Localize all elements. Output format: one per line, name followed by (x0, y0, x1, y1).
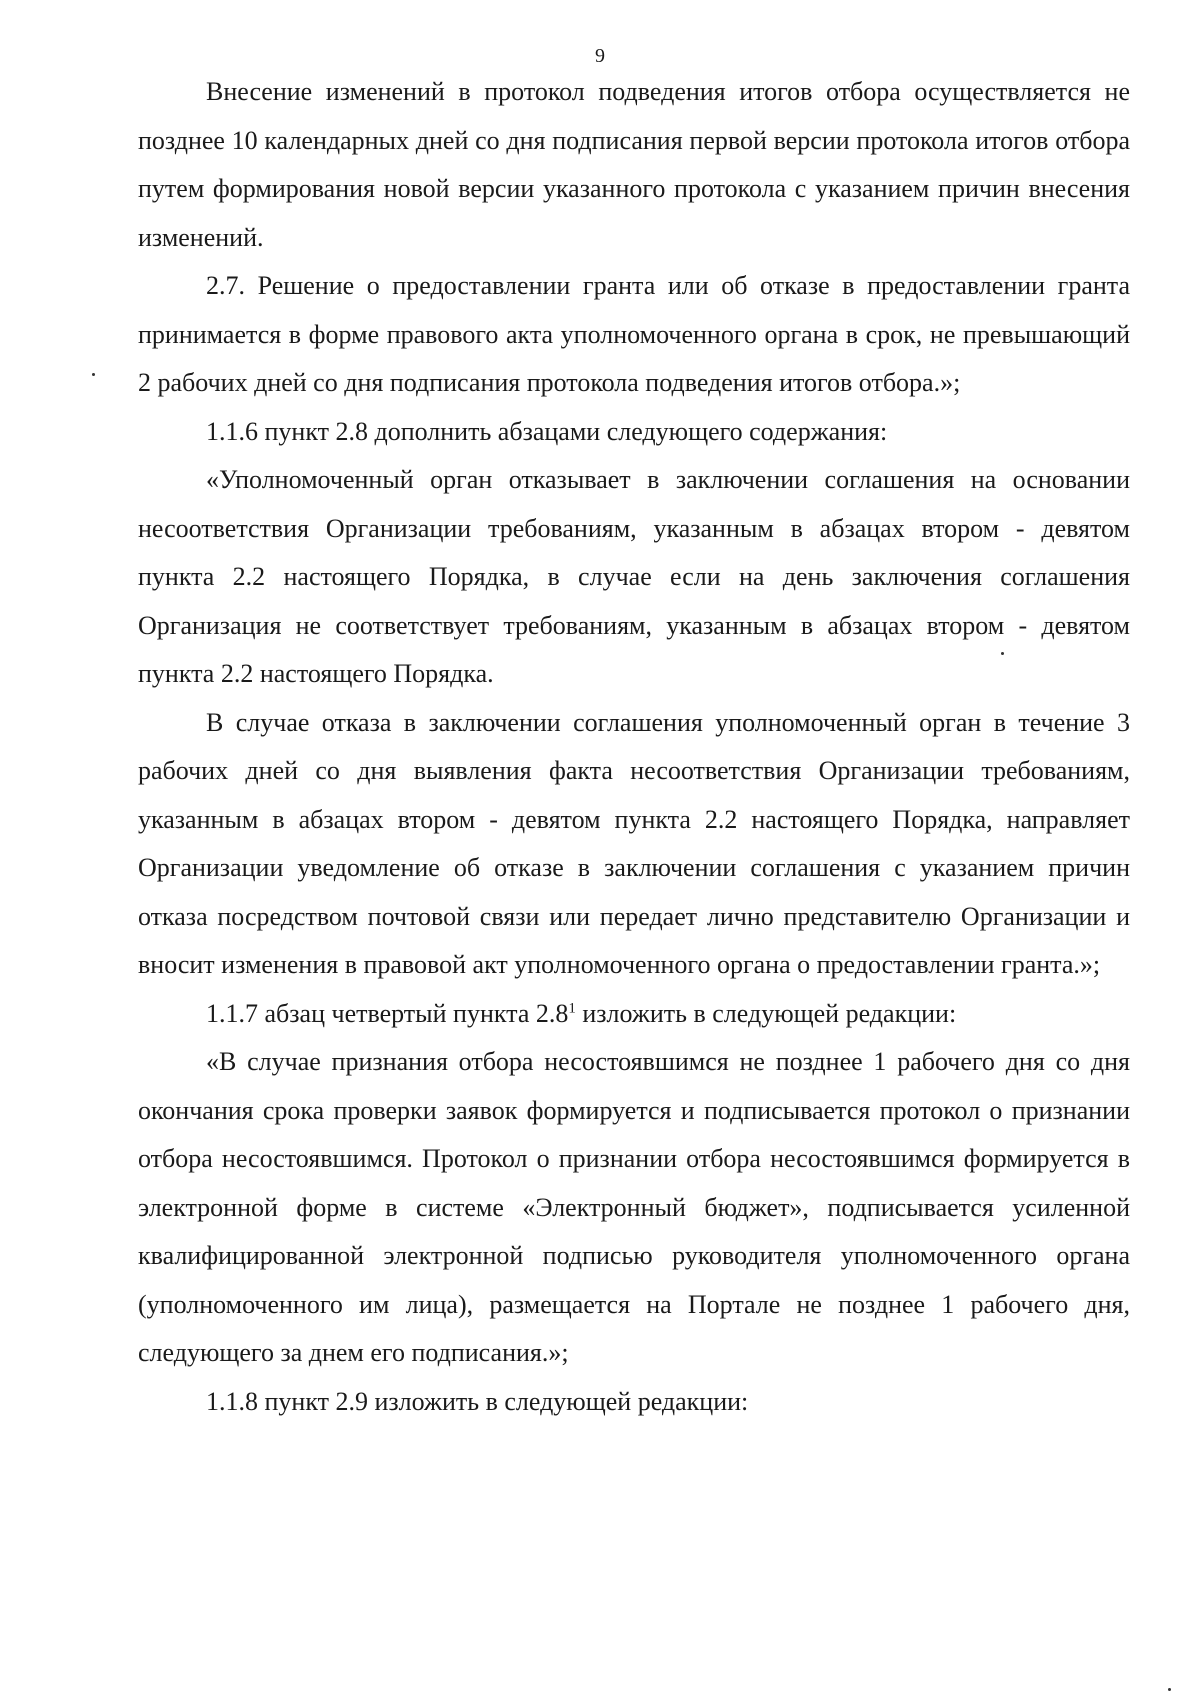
scan-speck (92, 373, 95, 376)
paragraph-1-1-7 (138, 990, 1130, 1039)
paragraph-1-1-7-superscript: 1 (568, 999, 576, 1016)
document-body (138, 68, 1130, 1426)
paragraph-refusal-grounds: «Уполномоченный орган отказывает в заключении соглашения на основании несоответствия Организации требованиям, указанным в абзацах втором - девятом пункта 2.2 настоящего Порядка, в случае если на день заключения соглашения Организация не соответствует требованиям, указанным в абзацах втором - девятом пункта 2.2 настоящего Порядка. (138, 465, 1130, 688)
paragraph-1-1-7-text-end: изложить в следующей редакции: (575, 998, 957, 1028)
scan-speck (1168, 1688, 1171, 1691)
page-number: 9 (595, 45, 605, 67)
paragraph-protocol-changes: Внесение изменений в протокол подведения итогов отбора осуществляется не позднее 10 календарных дней со дня подписания первой версии протокола итогов отбора путем формирования новой версии указанного протокола с указанием причин внесения изменений. (138, 77, 1130, 252)
paragraph-1-1-7-text: 1.1.7 абзац четвертый пункта 2.8 (206, 998, 569, 1028)
paragraph-2-7-decision: 2.7. Решение о предоставлении гранта или об отказе в предоставлении гранта принимается в форме правового акта уполномоченного органа в срок, не превышающий 2 рабочих дней со дня подписания протокола подведения итогов отбора.»; (138, 271, 1130, 397)
paragraph-1-1-6: 1.1.6 пункт 2.8 дополнить абзацами следующего содержания: (206, 416, 888, 446)
paragraph-failed-selection: «В случае признания отбора несостоявшимся не позднее 1 рабочего дня со дня окончания срока проверки заявок формируется и подписывается протокол о признании отбора несостоявшимся. Протокол о признании отбора несостоявшимся формируется в электронной форме в системе «Электронный бюджет», подписывается усиленной квалифицированной электронной подписью руководителя уполномоченного органа (уполномоченного им лица), размещается на Портале не позднее 1 рабочего дня, следующего за днем его подписания.»; (138, 1047, 1130, 1367)
scan-speck (1001, 652, 1004, 655)
paragraph-1-1-8: 1.1.8 пункт 2.9 изложить в следующей редакции: (206, 1386, 749, 1416)
paragraph-refusal-notice: В случае отказа в заключении соглашения уполномоченный орган в течение 3 рабочих дней со дня выявления факта несоответствия Организации требованиям, указанным в абзацах втором - девятом пункта 2.2 настоящего Порядка, направляет Организации уведомление об отказе в заключении соглашения с указанием причин отказа посредством почтовой связи или передает лично представителю Организации и вносит изменения в правовой акт уполномоченного органа о предоставлении гранта.»; (138, 707, 1130, 979)
